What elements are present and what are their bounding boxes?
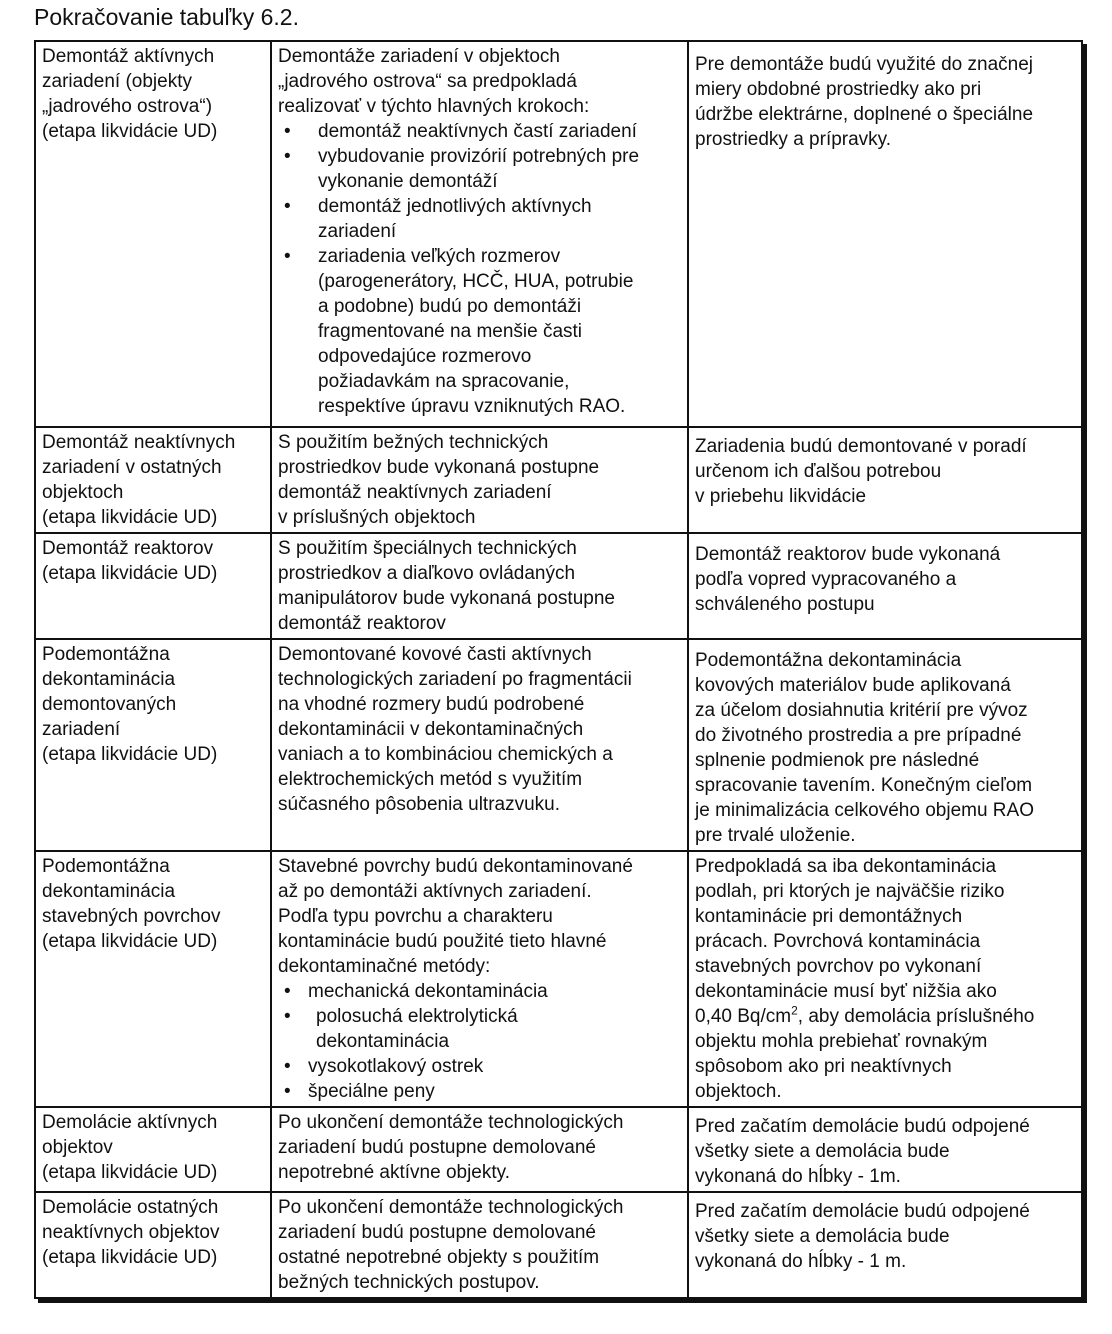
description-line: ostatné nepotrebné objekty s použitím (278, 1247, 600, 1268)
decommissioning-table (34, 40, 1083, 1299)
notes-line: údržbe elektrárne, doplnené o špeciálne (695, 104, 1034, 125)
bullet-item (278, 1054, 681, 1079)
notes-cell (688, 851, 1082, 1107)
activity-line: (etapa likvidácie UD) (42, 563, 218, 584)
description-line: nepotrebné aktívne objekty. (278, 1162, 511, 1183)
description-line: Demontované kovové časti aktívnych (278, 644, 592, 665)
notes-line: dekontaminácie musí byť nižšia ako (695, 981, 997, 1002)
bullet-line: • špeciálne peny (308, 1081, 435, 1102)
description-line: súčasného pôsobenia ultrazvuku. (278, 794, 561, 815)
bullet-item (278, 1079, 681, 1104)
notes-line: prostriedky a prípravky. (695, 129, 892, 150)
bullet-line: požiadavkám na spracovanie, (318, 371, 570, 392)
bullet-line: • polosuchá elektrolytická (316, 1006, 518, 1027)
notes-line: všetky siete a demolácia bude (695, 1226, 950, 1247)
notes-cell (688, 1192, 1082, 1298)
notes-line: Podemontážna dekontaminácia (695, 650, 962, 671)
activity-cell (35, 1107, 271, 1192)
notes-cell (688, 427, 1082, 533)
description-line: zariadení budú postupne demolované (278, 1222, 596, 1243)
notes-cell (688, 41, 1082, 427)
activity-line: Demontáž reaktorov (42, 538, 214, 559)
description-line: bežných technických postupov. (278, 1272, 540, 1293)
description-cell (271, 427, 688, 533)
activity-cell (35, 1192, 271, 1298)
activity-line: demontovaných (42, 694, 177, 715)
notes-line: schváleného postupu (695, 594, 875, 615)
description-line: Po ukončení demontáže technologických (278, 1112, 624, 1133)
activity-line: zariadení (objekty (42, 71, 192, 92)
activity-line: objektov (42, 1137, 113, 1158)
activity-line: stavebných povrchov (42, 906, 221, 927)
bullet-line: • vybudovanie provizórií potrebných pre (318, 146, 640, 167)
notes-line: spracovanie tavením. Konečným cieľom (695, 775, 1033, 796)
activity-cell (35, 427, 271, 533)
bullet-line: • demontáž jednotlivých aktívnych (318, 196, 592, 217)
activity-line: neaktívnych objektov (42, 1222, 220, 1243)
bullet-list (278, 119, 681, 419)
table-row (35, 427, 1082, 533)
activity-line: „jadrového ostrova“) (42, 96, 213, 117)
description-cell (271, 41, 688, 427)
notes-line: podlah, pri ktorých je najväčšie riziko (695, 881, 1005, 902)
notes-line: v priebehu likvidácie (695, 486, 867, 507)
notes-line: Zariadenia budú demontované v poradí (695, 436, 1027, 457)
description-cell (271, 1192, 688, 1298)
description-line: kontaminácie budú použité tieto hlavné (278, 931, 607, 952)
activity-cell (35, 533, 271, 639)
activity-line: Demontáž aktívnych (42, 46, 215, 67)
description-line: dekontaminácii v dekontaminačných (278, 719, 584, 740)
activity-line: objektoch (42, 482, 124, 503)
description-line: až po demontáži aktívnych zariadení. (278, 881, 592, 902)
activity-cell (35, 41, 271, 427)
bullet-line: (parogenerátory, HCČ, HUA, potrubie (318, 271, 634, 292)
notes-line: spôsobom ako pri neaktívnych (695, 1056, 952, 1077)
table-caption: Pokračovanie tabuľky 6.2. (34, 4, 299, 30)
table-row (35, 1192, 1082, 1298)
description-line: Demontáže zariadení v objektoch (278, 46, 560, 67)
bullet-item (278, 194, 681, 244)
description-line: Stavebné povrchy budú dekontaminované (278, 856, 633, 877)
description-cell (271, 851, 688, 1107)
description-line: S použitím špeciálnych technických (278, 538, 577, 559)
activity-line: (etapa likvidácie UD) (42, 931, 218, 952)
description-line: S použitím bežných technických (278, 432, 549, 453)
notes-line: Pred začatím demolácie budú odpojené (695, 1116, 1030, 1137)
notes-line: podľa vopred vypracovaného a (695, 569, 957, 590)
bullet-item (278, 979, 681, 1004)
notes-line: stavebných povrchov po vykonaní (695, 956, 982, 977)
description-line: technologických zariadení po fragmentácii (278, 669, 632, 690)
description-line: v príslušných objektoch (278, 507, 476, 528)
table-row (35, 639, 1082, 851)
bullet-item (278, 1004, 681, 1054)
bullet-line: vykonanie demontáží (318, 171, 498, 192)
description-line: demontáž reaktorov (278, 613, 446, 634)
bullet-line: dekontaminácia (316, 1031, 450, 1052)
activity-line: zariadení (42, 719, 121, 740)
description-line: prostriedkov a diaľkovo ovládaných (278, 563, 576, 584)
description-line: manipulátorov bude vykonaná postupne (278, 588, 615, 609)
notes-line: kontaminácie pri demontážnych (695, 906, 963, 927)
bullet-line: • zariadenia veľkých rozmerov (318, 246, 561, 267)
unit-value: 0,40 Bq/cm (695, 1006, 792, 1027)
activity-line: (etapa likvidácie UD) (42, 121, 218, 142)
activity-line: Podemontážna (42, 644, 170, 665)
notes-line: za účelom dosiahnutia kritérií pre vývoz (695, 700, 1028, 721)
unit-line-rest: , aby demolácia príslušného (797, 1006, 1035, 1027)
description-line: realizovať v týchto hlavných krokoch: (278, 96, 590, 117)
bullet-list (278, 979, 681, 1104)
description-line: Podľa typu povrchu a charakteru (278, 906, 553, 927)
bullet-line: a podobne) budú po demontáži (318, 296, 582, 317)
bullet-line: respektíve úpravu vzniknutých RAO. (318, 396, 626, 417)
notes-line: Predpokladá sa iba dekontaminácia (695, 856, 997, 877)
bullet-line: • vysokotlakový ostrek (308, 1056, 484, 1077)
description-line: Po ukončení demontáže technologických (278, 1197, 624, 1218)
notes-line: Demontáž reaktorov bude vykonaná (695, 544, 1001, 565)
notes-cell (688, 639, 1082, 851)
activity-line: Demolácie ostatných (42, 1197, 219, 1218)
activity-line: dekontaminácia (42, 881, 176, 902)
activity-line: Demolácie aktívnych (42, 1112, 218, 1133)
notes-line: Pred začatím demolácie budú odpojené (695, 1201, 1030, 1222)
activity-line: (etapa likvidácie UD) (42, 507, 218, 528)
description-line: elektrochemických metód s využitím (278, 769, 583, 790)
table-row (35, 533, 1082, 639)
notes-line: prácach. Povrchová kontaminácia (695, 931, 981, 952)
bullet-item (278, 244, 681, 419)
notes-line: miery obdobné prostriedky ako pri (695, 79, 982, 100)
bullet-item (278, 119, 681, 144)
table-row (35, 1107, 1082, 1192)
bullet-line: • mechanická dekontaminácia (308, 981, 548, 1002)
table-row (35, 41, 1082, 427)
notes-line: vykonaná do hĺbky - 1 m. (695, 1251, 907, 1272)
activity-line: zariadení v ostatných (42, 457, 222, 478)
notes-line: objektoch. (695, 1081, 782, 1102)
notes-line: vykonaná do hĺbky - 1m. (695, 1166, 901, 1187)
notes-line: pre trvalé uloženie. (695, 825, 856, 846)
description-line: zariadení budú postupne demolované (278, 1137, 596, 1158)
notes-cell (688, 533, 1082, 639)
activity-line: Podemontážna (42, 856, 170, 877)
notes-line: splnenie podmienok pre následné (695, 750, 980, 771)
notes-line-with-unit (695, 1004, 1075, 1029)
description-line: vaniach a to kombináciou chemických a (278, 744, 613, 765)
activity-line: (etapa likvidácie UD) (42, 744, 218, 765)
description-line: prostriedkov bude vykonaná postupne (278, 457, 600, 478)
activity-cell (35, 639, 271, 851)
description-line: demontáž neaktívnych zariadení (278, 482, 552, 503)
activity-cell (35, 851, 271, 1107)
activity-line: (etapa likvidácie UD) (42, 1247, 218, 1268)
notes-line: kovových materiálov bude aplikovaná (695, 675, 1011, 696)
unit-superscript: 2 (791, 1003, 798, 1018)
notes-line: je minimalizácia celkového objemu RAO (695, 800, 1034, 821)
bullet-line: • demontáž neaktívnych častí zariadení (318, 121, 637, 142)
notes-line: do životného prostredia a pre prípadné (695, 725, 1022, 746)
description-cell (271, 1107, 688, 1192)
bullet-line: zariadení (318, 221, 397, 242)
table-row (35, 851, 1082, 1107)
notes-line: všetky siete a demolácia bude (695, 1141, 950, 1162)
bullet-line: fragmentované na menšie časti (318, 321, 583, 342)
description-line: „jadrového ostrova“ sa predpokladá (278, 71, 577, 92)
description-line: dekontaminačné metódy: (278, 956, 491, 977)
description-line: na vhodné rozmery budú podrobené (278, 694, 585, 715)
notes-line: určenom ich ďalšou potrebou (695, 461, 942, 482)
notes-line: Pre demontáže budú využité do značnej (695, 54, 1033, 75)
activity-line: dekontaminácia (42, 669, 176, 690)
activity-line: (etapa likvidácie UD) (42, 1162, 218, 1183)
notes-cell (688, 1107, 1082, 1192)
description-cell (271, 639, 688, 851)
bullet-item (278, 144, 681, 194)
activity-line: Demontáž neaktívnych (42, 432, 236, 453)
notes-line: objektu mohla prebiehať rovnakým (695, 1031, 988, 1052)
description-cell (271, 533, 688, 639)
bullet-line: odpovedajúce rozmerovo (318, 346, 532, 367)
